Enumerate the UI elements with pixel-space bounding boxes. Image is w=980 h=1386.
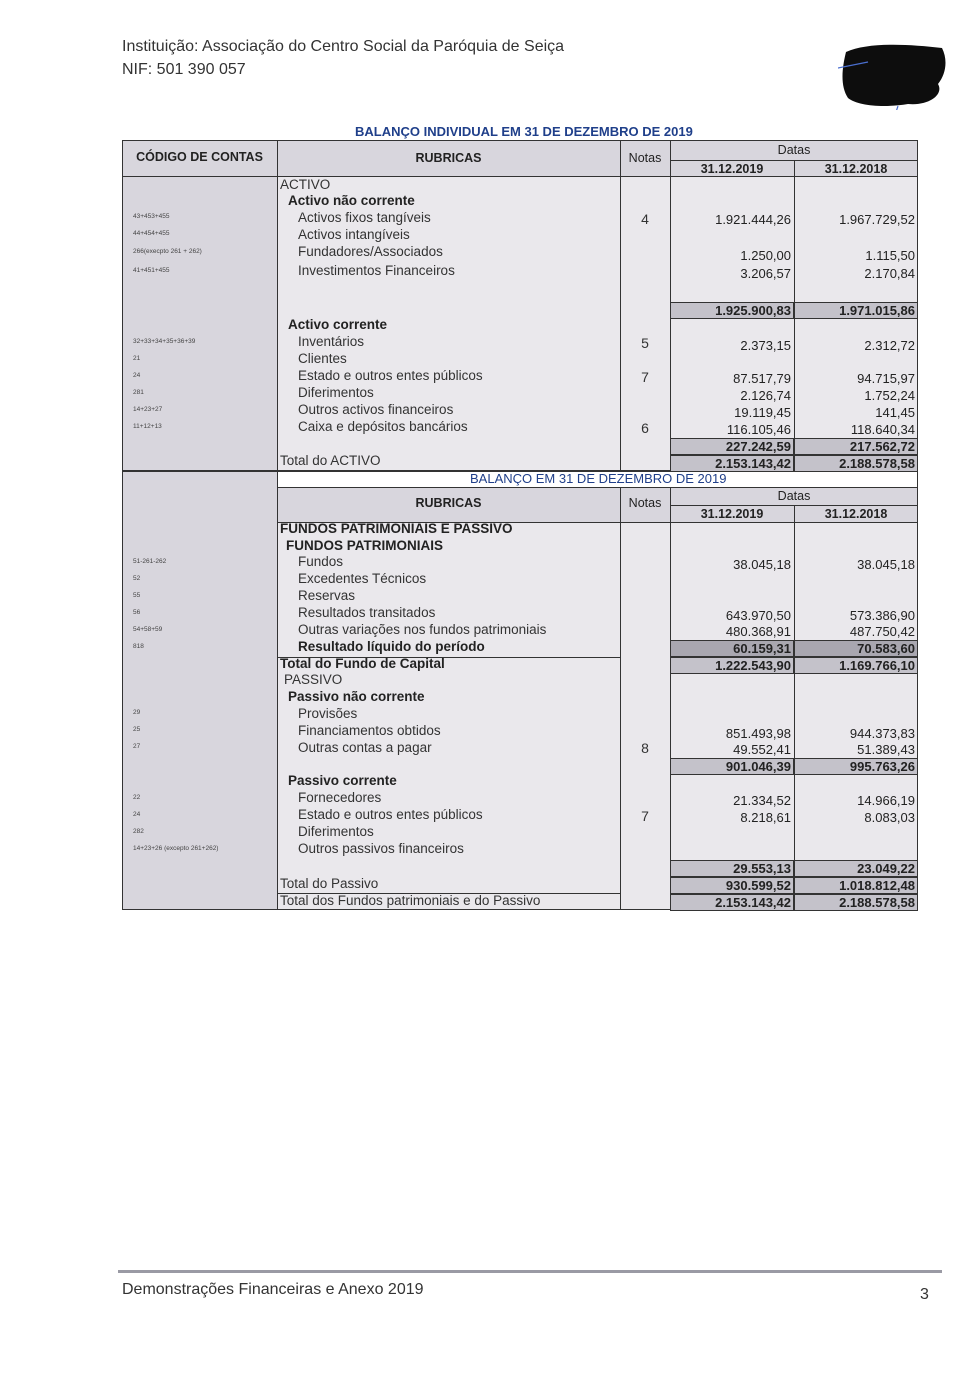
value-2019: 19.119,45 <box>734 405 791 420</box>
account-code: 282 <box>133 828 144 835</box>
value-2018: 8.083,03 <box>864 810 915 825</box>
col-date-2018: 31.12.2018 <box>824 162 888 176</box>
value-2018: 944.373,83 <box>849 726 915 741</box>
subtotal-pnc-2018: 995.763,26 <box>849 759 915 774</box>
account-code: 54+58+59 <box>133 626 163 633</box>
account-code: 281 <box>133 389 144 396</box>
balanco-individual-title: BALANÇO INDIVIDUAL EM 31 DE DEZEMBRO DE 2019 <box>355 124 693 139</box>
row-label: Clientes <box>298 351 347 366</box>
total-passivo-2018: 1.018.812,48 <box>839 878 915 893</box>
col-notas-header-2: Notas <box>628 496 662 510</box>
row-label: Outros passivos financeiros <box>298 841 464 856</box>
value-2019: 8.218,61 <box>740 810 791 825</box>
section-activo: ACTIVO <box>280 177 331 192</box>
total-activo-2019: 2.153.143,42 <box>715 456 791 471</box>
balanco-title-2: BALANÇO EM 31 DE DEZEMBRO DE 2019 <box>470 471 727 486</box>
account-code: 32+33+34+35+36+39 <box>133 338 196 345</box>
col-date-2019-2: 31.12.2019 <box>700 507 764 521</box>
account-code: 24 <box>133 372 141 379</box>
account-code: 24 <box>133 811 141 818</box>
value-2019: 480.368,91 <box>725 624 791 639</box>
value-2019: 1.250,00 <box>740 248 791 263</box>
value-2019: 21.334,52 <box>733 793 791 808</box>
value-2019: 1.921.444,26 <box>715 212 791 227</box>
value-2019: 851.493,98 <box>725 726 791 741</box>
total-fpp-2018: 2.188.578,58 <box>839 895 915 910</box>
value-2019: 38.045,18 <box>733 557 791 572</box>
row-label: Resultados transitados <box>298 605 436 620</box>
row-label: Provisões <box>298 706 358 721</box>
subtotal-pc-2018: 23.049,22 <box>857 861 915 876</box>
total-fc-2019: 1.222.543,90 <box>715 658 791 673</box>
account-code: 55 <box>133 592 141 599</box>
value-2019: 2.373,15 <box>740 338 791 353</box>
value-2018: 2.170,84 <box>864 266 915 281</box>
footer-divider <box>118 1270 942 1273</box>
col-date-2018-2: 31.12.2018 <box>824 507 888 521</box>
value-2018: 118.640,34 <box>850 422 915 437</box>
row-nota: 5 <box>641 335 649 351</box>
account-code: 29 <box>133 709 141 716</box>
value-2018: 14.966,19 <box>857 793 915 808</box>
resultado-liquido-label: Resultado líquido do período <box>298 639 485 654</box>
total-activo-label: Total do ACTIVO <box>280 453 381 468</box>
value-2018: 1.967.729,52 <box>839 212 915 227</box>
row-label: Activos fixos tangíveis <box>298 210 431 225</box>
value-2018: 1.115,50 <box>865 248 915 263</box>
total-fundo-capital-label: Total do Fundo de Capital <box>280 656 445 671</box>
subtotal-ac-2019: 227.242,59 <box>725 439 791 454</box>
institution-name: Instituição: Associação do Centro Social da Paróquia de Seiça <box>122 38 565 55</box>
row-nota: 8 <box>641 740 649 756</box>
row-label: Activos intangíveis <box>298 227 410 242</box>
subtotal-pc-2019: 29.553,13 <box>733 861 791 876</box>
col-codigo-header: CÓDIGO DE CONTAS <box>136 150 263 164</box>
row-label: Diferimentos <box>298 824 374 839</box>
section-fundos-passivo: FUNDOS PATRIMONIAIS E PASSIVO <box>280 521 513 536</box>
value-2018: 2.312,72 <box>864 338 915 353</box>
footer-title: Demonstrações Financeiras e Anexo 2019 <box>122 1281 424 1298</box>
resultado-2019: 60.159,31 <box>733 641 791 656</box>
col-datas-header: Datas <box>777 143 811 157</box>
section-activo-nao-corrente: Activo não corrente <box>288 193 415 208</box>
account-code: 27 <box>133 743 141 750</box>
row-nota: 7 <box>641 369 649 385</box>
total-fpp-2019: 2.153.143,42 <box>715 895 791 910</box>
value-2019: 49.552,41 <box>733 742 791 757</box>
row-label: Fornecedores <box>298 790 382 805</box>
account-code: 818 <box>133 643 144 650</box>
row-label: Outros activos financeiros <box>298 402 454 417</box>
account-code: 266(execpto 261 + 262) <box>133 248 202 255</box>
account-code: 21 <box>133 355 141 362</box>
account-code: 11+12+13 <box>133 423 162 430</box>
value-2018: 51.389,43 <box>857 742 915 757</box>
value-2019: 643.970,50 <box>725 608 791 623</box>
section-passivo-corrente: Passivo corrente <box>288 773 397 788</box>
value-2018: 1.752,24 <box>864 388 915 403</box>
account-code: 14+23+26 (excepto 261+262) <box>133 845 219 852</box>
value-2018: 38.045,18 <box>857 557 915 572</box>
subtotal-ac-2018: 217.562,72 <box>849 439 915 454</box>
balanco-table-2 <box>122 471 918 910</box>
resultado-2018: 70.583,60 <box>857 641 915 656</box>
row-label: Estado e outros entes públicos <box>298 807 483 822</box>
total-passivo-label: Total do Passivo <box>280 876 379 891</box>
row-label: Outras variações nos fundos patrimoniais <box>298 622 547 637</box>
total-activo-2018: 2.188.578,58 <box>839 456 915 471</box>
row-label: Estado e outros entes públicos <box>298 368 483 383</box>
row-label: Excedentes Técnicos <box>298 571 427 586</box>
nif-number: NIF: 501 390 057 <box>122 61 246 78</box>
row-label: Diferimentos <box>298 385 374 400</box>
account-code: 14+23+27 <box>133 406 163 413</box>
subtotal-anc-2018: 1.971.015,86 <box>839 303 915 318</box>
section-fundos-patrimoniais: FUNDOS PATRIMONIAIS <box>286 538 443 553</box>
account-code: 25 <box>133 726 141 733</box>
row-label: Fundadores/Associados <box>298 244 443 259</box>
row-nota: 6 <box>641 420 649 436</box>
section-activo-corrente: Activo corrente <box>288 317 388 332</box>
section-passivo-nao-corrente: Passivo não corrente <box>288 689 425 704</box>
subtotal-anc-2019: 1.925.900,83 <box>715 303 791 318</box>
account-code: 56 <box>133 609 141 616</box>
row-label: Outras contas a pagar <box>298 740 432 755</box>
account-code: 51-261-262 <box>133 558 167 565</box>
account-code: 41+451+455 <box>133 267 170 274</box>
total-passivo-2019: 930.599,52 <box>725 878 791 893</box>
total-fundos-passivo-label: Total dos Fundos patrimoniais e do Passivo <box>280 893 541 908</box>
redacted-signature <box>838 40 948 110</box>
row-label: Reservas <box>298 588 356 603</box>
row-nota: 4 <box>641 211 649 227</box>
account-code: 44+454+455 <box>133 230 170 237</box>
value-2019: 87.517,79 <box>733 371 791 386</box>
account-code: 52 <box>133 575 141 582</box>
row-label: Caixa e depósitos bancários <box>298 419 468 434</box>
row-nota: 7 <box>641 808 649 824</box>
col-date-2019: 31.12.2019 <box>700 162 764 176</box>
subtotal-pnc-2019: 901.046,39 <box>725 759 791 774</box>
col-datas-header-2: Datas <box>777 489 811 503</box>
row-label: Financiamentos obtidos <box>298 723 441 738</box>
col-rubricas-header-2: RUBRICAS <box>415 496 482 510</box>
value-2019: 2.126,74 <box>740 388 791 403</box>
value-2019: 116.105,46 <box>726 422 791 437</box>
value-2018: 94.715,97 <box>857 371 915 386</box>
total-fc-2018: 1.169.766,10 <box>839 658 915 673</box>
col-rubricas-header: RUBRICAS <box>415 151 482 165</box>
row-label: Fundos <box>298 554 344 569</box>
account-code: 22 <box>133 794 141 801</box>
value-2018: 573.386,90 <box>849 608 915 623</box>
page-number: 3 <box>920 1286 929 1303</box>
row-label: Investimentos Financeiros <box>298 263 455 278</box>
value-2018: 487.750,42 <box>849 624 915 639</box>
account-code: 43+453+455 <box>133 213 170 220</box>
section-passivo: PASSIVO <box>284 672 343 687</box>
row-label: Inventários <box>298 334 365 349</box>
value-2019: 3.206,57 <box>740 266 791 281</box>
value-2018: 141,45 <box>875 405 915 420</box>
col-notas-header: Notas <box>628 151 662 165</box>
